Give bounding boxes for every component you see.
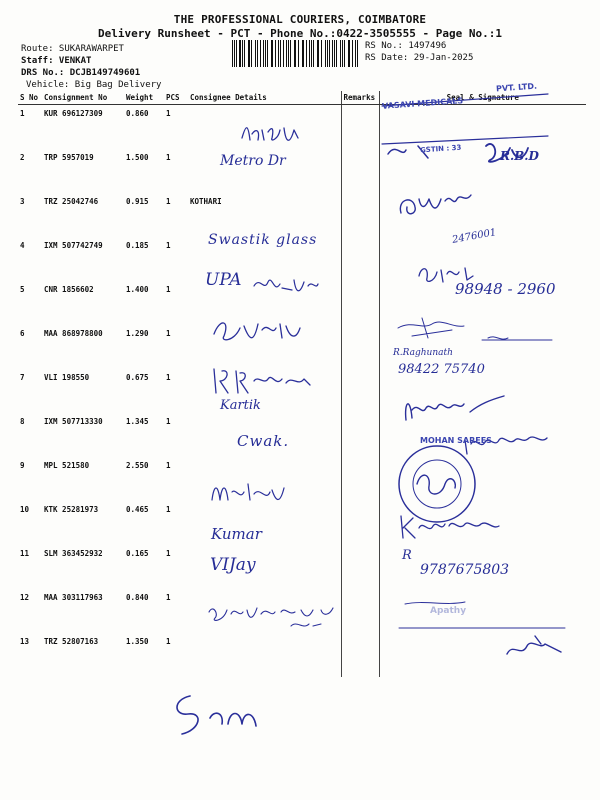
barcode-bar xyxy=(251,40,252,67)
cell-remarks xyxy=(341,501,379,545)
cell-pcs: 1 xyxy=(166,417,171,426)
cell-consignment-no: KTK 25281973 xyxy=(44,505,99,514)
barcode-bar xyxy=(357,40,358,67)
cell-consignee xyxy=(188,369,341,413)
cell-weight: 0.675 xyxy=(126,373,149,382)
cell-pcs: 1 xyxy=(166,593,171,602)
cell-remarks xyxy=(341,457,379,501)
barcode-bar xyxy=(286,40,287,67)
cell-sno: 9 xyxy=(20,461,25,470)
handwritten-consignee-4: Swastik glass xyxy=(208,232,318,248)
barcode-bar xyxy=(267,40,268,67)
cell-sno: 7 xyxy=(20,373,25,382)
seal-signature-5: 98948 - 2960 xyxy=(455,280,556,298)
cell-sno: 5 xyxy=(20,285,25,294)
col-sno: S No xyxy=(18,91,42,105)
route-label: Route: SUKARAWARPET xyxy=(21,44,124,54)
table-row xyxy=(18,193,586,237)
barcode-bar xyxy=(278,40,279,67)
barcode-bar xyxy=(255,40,256,67)
barcode-bar xyxy=(325,40,326,67)
cell-remarks xyxy=(341,369,379,413)
barcode-bar xyxy=(317,40,318,67)
cell-consignment-no: TRZ 52807163 xyxy=(44,637,99,646)
cell-remarks xyxy=(341,281,379,325)
seal-signature-2: R.B.D xyxy=(500,149,539,163)
barcode-bar xyxy=(290,40,291,67)
cell-consignment-no: KUR 696127309 xyxy=(44,109,103,118)
col-seal: Seal & Signature xyxy=(379,91,586,105)
barcode-bar xyxy=(309,40,310,67)
cell-weight: 2.550 xyxy=(126,461,149,470)
cell-pcs: 1 xyxy=(166,285,171,294)
cell-consignee xyxy=(188,105,341,150)
cell-consignment-no: CNR 1856602 xyxy=(44,285,94,294)
cell-seal xyxy=(379,633,586,677)
seal-signature-12-initial: R xyxy=(402,548,412,563)
cell-sno: 3 xyxy=(20,197,25,206)
cell-consignee xyxy=(188,457,341,501)
cell-consignment-no: IXM 507742749 xyxy=(44,241,103,250)
cell-consignment-no: MAA 868978800 xyxy=(44,329,103,338)
cell-weight: 0.915 xyxy=(126,197,149,206)
cell-weight: 1.400 xyxy=(126,285,149,294)
cell-pcs: 1 xyxy=(166,549,171,558)
cell-seal xyxy=(379,149,586,193)
col-consignment: Consignment No xyxy=(42,91,124,105)
cell-consignee xyxy=(188,589,341,633)
handwritten-consignee-12: VIJay xyxy=(210,555,256,575)
table-row xyxy=(18,369,586,413)
barcode-bar xyxy=(263,40,264,67)
vehicle-label: Vehicle: Big Bag Delivery xyxy=(26,80,162,90)
drs-number: DRS No.: DCJB149749601 xyxy=(21,68,141,78)
mohan-sarees-stamp-text: MOHAN SAREES xyxy=(420,436,492,445)
apathy-stamp-text: Apathy xyxy=(430,606,467,616)
cell-consignment-no: IXM 507713330 xyxy=(44,417,103,426)
cell-weight: 0.185 xyxy=(126,241,149,250)
cell-pcs: 1 xyxy=(166,461,171,470)
cell-weight: 0.860 xyxy=(126,109,149,118)
cell-remarks xyxy=(341,193,379,237)
cell-seal xyxy=(379,457,586,501)
cell-remarks xyxy=(341,149,379,193)
table-row xyxy=(18,105,586,150)
cell-sno: 2 xyxy=(20,153,25,162)
col-pcs: PCS xyxy=(164,91,188,105)
cell-seal xyxy=(379,501,586,545)
handwritten-consignee-8: Kartik xyxy=(220,398,261,413)
vasavi-stamp-text: VASAVI MEDICALS xyxy=(381,96,464,111)
col-weight: Weight xyxy=(124,91,164,105)
table-row xyxy=(18,633,586,677)
handwritten-consignee-11: Kumar xyxy=(211,525,262,543)
cell-consignee xyxy=(188,633,341,677)
cell-remarks xyxy=(341,325,379,369)
cell-sno: 13 xyxy=(20,637,30,646)
cell-sno: 8 xyxy=(20,417,25,426)
staff-signature xyxy=(170,690,280,740)
seal-signature-12: 9787675803 xyxy=(420,562,510,578)
table-row xyxy=(18,501,586,545)
cell-seal xyxy=(379,413,586,457)
runsheet-subtitle: Delivery Runsheet - PCT - Phone No.:0422-3505555 - Page No.:1 xyxy=(98,27,502,40)
cell-weight: 1.500 xyxy=(126,153,149,162)
barcode-bar xyxy=(332,40,333,67)
seal-signature-4: 2476001 xyxy=(451,227,498,246)
barcode-bar xyxy=(321,40,322,67)
handwritten-consignee-2: Metro Dr xyxy=(220,153,286,169)
barcode-bar xyxy=(349,40,350,67)
cell-remarks xyxy=(341,413,379,457)
cell-remarks xyxy=(341,105,379,150)
cell-weight: 1.345 xyxy=(126,417,149,426)
cell-sno: 4 xyxy=(20,241,25,250)
barcode-bar xyxy=(232,40,233,67)
cell-weight: 0.840 xyxy=(126,593,149,602)
cell-seal xyxy=(379,237,586,281)
runsheet-table xyxy=(18,91,586,677)
cell-weight: 0.165 xyxy=(126,549,149,558)
cell-pcs: 1 xyxy=(166,109,171,118)
cell-consignment-no: TRZ 25042746 xyxy=(44,197,99,206)
cell-sno: 1 xyxy=(20,109,25,118)
cell-consignment-no: MPL 521580 xyxy=(44,461,90,470)
gstin-stamp-text: GSTIN : 33 xyxy=(419,143,462,155)
cell-weight: 1.350 xyxy=(126,637,149,646)
cell-consignment-no: MAA 303117963 xyxy=(44,593,103,602)
cell-remarks xyxy=(341,237,379,281)
cell-weight: 1.290 xyxy=(126,329,149,338)
cell-pcs: 1 xyxy=(166,197,171,206)
barcode-bar xyxy=(244,40,245,67)
company-title: THE PROFESSIONAL COURIERS, COIMBATORE xyxy=(173,13,427,26)
barcode-bar xyxy=(298,40,299,67)
barcode-bar xyxy=(239,40,240,67)
cell-seal xyxy=(379,589,586,633)
cell-consignment-no: SLM 363452932 xyxy=(44,549,103,558)
barcode-bar xyxy=(340,40,341,67)
cell-pcs: 1 xyxy=(166,505,171,514)
cell-sno: 12 xyxy=(20,593,30,602)
cell-consignee xyxy=(188,325,341,369)
cell-sno: 6 xyxy=(20,329,25,338)
cell-pcs: 1 xyxy=(166,241,171,250)
table-row xyxy=(18,325,586,369)
cell-consignment-no: VLI 198550 xyxy=(44,373,90,382)
rs-date: RS Date: 29-Jan-2025 xyxy=(365,53,474,63)
staff-label: Staff: VENKAT xyxy=(21,56,92,66)
cell-consignment-no: TRP 5957019 xyxy=(44,153,94,162)
handwritten-consignee-9: Cwak. xyxy=(237,432,290,450)
col-consignee: Consignee Details xyxy=(188,91,341,105)
cell-remarks xyxy=(341,589,379,633)
cell-remarks xyxy=(341,545,379,589)
cell-remarks xyxy=(341,633,379,677)
col-remarks: Remarks xyxy=(341,91,379,105)
seal-signature-7-name: R.Raghunath xyxy=(393,348,453,358)
stamp-ltd-text: PVT. LTD. xyxy=(495,81,538,94)
barcode xyxy=(232,40,360,67)
cell-weight: 0.465 xyxy=(126,505,149,514)
table-row xyxy=(18,457,586,501)
barcode-bar xyxy=(344,40,345,67)
handwritten-consignee-5: UPA xyxy=(205,270,242,290)
cell-pcs: 1 xyxy=(166,153,171,162)
cell-pcs: 1 xyxy=(166,373,171,382)
cell-seal xyxy=(379,105,586,150)
seal-signature-7: 98422 75740 xyxy=(398,362,485,377)
cell-pcs: 1 xyxy=(166,329,171,338)
barcode-bar xyxy=(303,40,304,67)
cell-sno: 11 xyxy=(20,549,30,558)
table-row xyxy=(18,413,586,457)
cell-pcs: 1 xyxy=(166,637,171,646)
table-row xyxy=(18,589,586,633)
barcode-bar xyxy=(275,40,276,67)
cell-sno: 10 xyxy=(20,505,30,514)
rs-number: RS No.: 1497496 xyxy=(365,41,447,51)
cell-consignee: KOTHARI xyxy=(190,197,222,206)
